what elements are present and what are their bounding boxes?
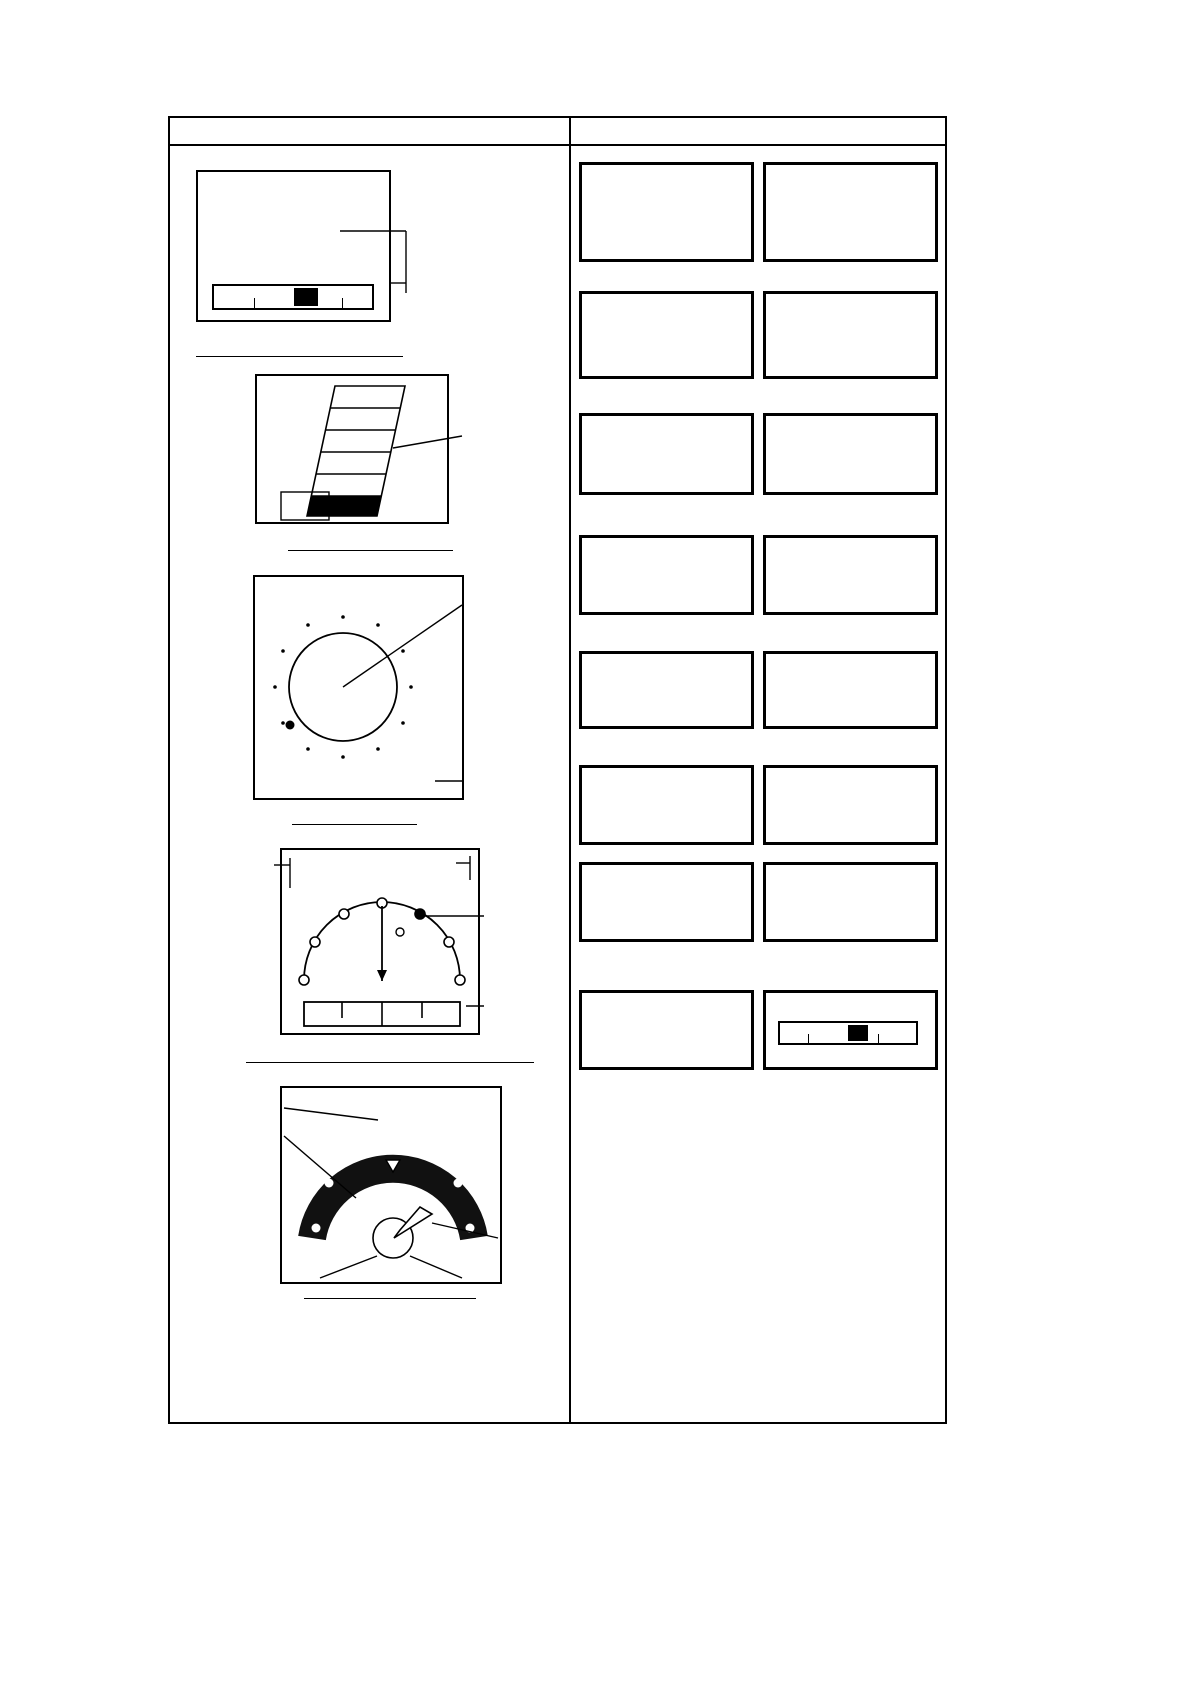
content-box[interactable] [763, 651, 938, 729]
slider-knob[interactable] [294, 288, 318, 306]
slider-tick [254, 298, 255, 308]
slider-tick [878, 1034, 879, 1043]
content-box-with-slider[interactable] [763, 990, 938, 1070]
slider-tick [808, 1034, 809, 1043]
content-box[interactable] [579, 862, 754, 942]
slider-knob[interactable] [848, 1025, 868, 1041]
circular-dial-figure [253, 575, 464, 800]
diagram-page [168, 116, 947, 1424]
content-box[interactable] [579, 535, 754, 615]
table-header-row [170, 118, 945, 146]
content-box[interactable] [579, 413, 754, 495]
content-box[interactable] [579, 990, 754, 1070]
content-box[interactable] [763, 765, 938, 845]
arc-gauge-figure [280, 1086, 502, 1284]
display-slider-figure [196, 170, 391, 322]
arch-nodes-figure [280, 848, 480, 1035]
slanted-ladder-figure [255, 374, 449, 524]
content-box[interactable] [579, 765, 754, 845]
caption-rule [292, 824, 417, 825]
content-box[interactable] [763, 535, 938, 615]
content-box[interactable] [763, 413, 938, 495]
content-box[interactable] [763, 862, 938, 942]
content-box[interactable] [579, 651, 754, 729]
right-column-boxes [573, 148, 945, 1422]
content-box[interactable] [579, 162, 754, 262]
column-divider [569, 118, 571, 1422]
caption-rule [304, 1298, 476, 1299]
content-box[interactable] [763, 162, 938, 262]
caption-rule [246, 1062, 534, 1063]
content-box[interactable] [579, 291, 754, 379]
caption-rule [196, 356, 403, 357]
slider-track[interactable] [778, 1021, 918, 1045]
caption-rule [288, 550, 453, 551]
content-box[interactable] [763, 291, 938, 379]
slider-track[interactable] [212, 284, 374, 310]
slider-tick [342, 298, 343, 308]
